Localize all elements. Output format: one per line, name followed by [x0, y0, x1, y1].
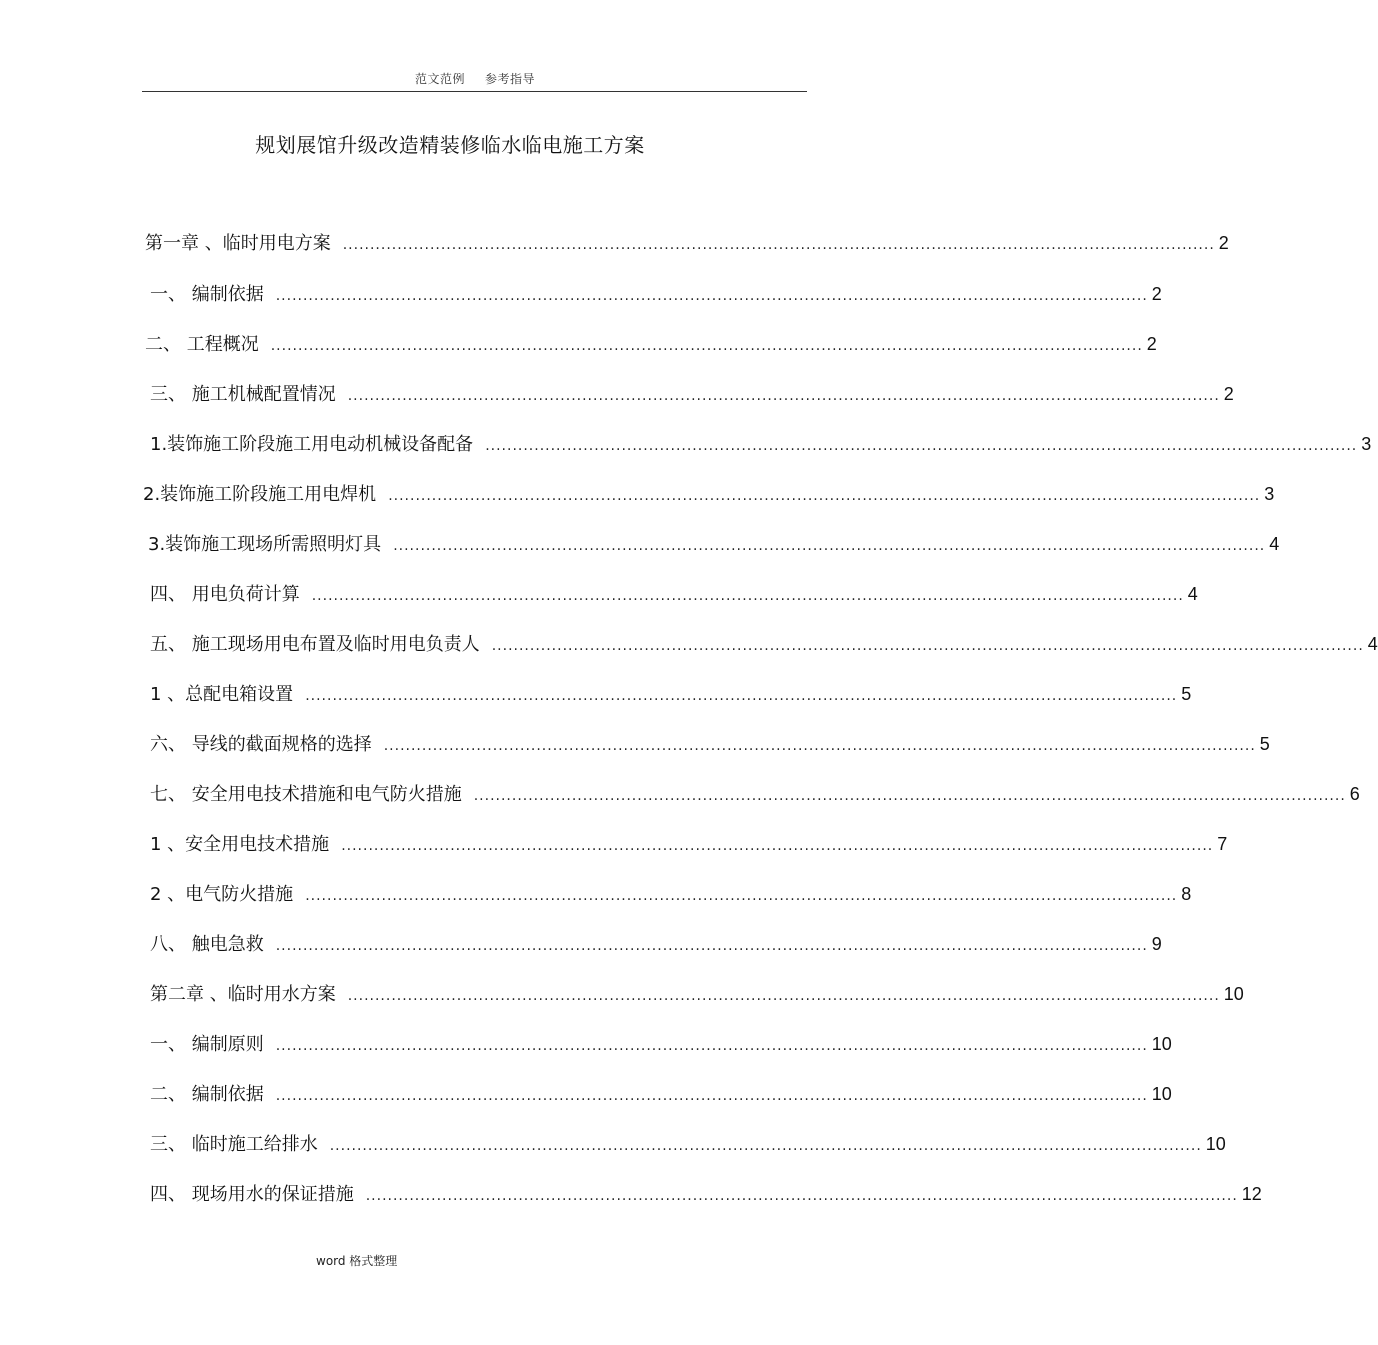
- toc-entry-label: 四、 用电负荷计算: [150, 584, 300, 605]
- toc-entry[interactable]: [150, 281, 1162, 307]
- toc-entry-page: 2: [1218, 233, 1229, 253]
- toc-entry[interactable]: [145, 230, 1229, 256]
- toc-entry[interactable]: [150, 781, 1360, 807]
- toc-entry-label: 四、 现场用水的保证措施: [150, 1184, 354, 1205]
- toc-entry[interactable]: [145, 331, 1157, 357]
- toc-entry[interactable]: [150, 631, 1378, 657]
- toc-entry-label: 三、 施工机械配置情况: [150, 384, 336, 405]
- toc-entry-page: 6: [1349, 784, 1360, 804]
- toc-entry-label: 一、 编制原则: [150, 1034, 264, 1055]
- toc-entry[interactable]: [150, 1181, 1262, 1207]
- toc-entry-page: 5: [1181, 684, 1192, 704]
- toc-entry[interactable]: [150, 581, 1198, 607]
- toc-entry[interactable]: [150, 1131, 1226, 1157]
- page-footer: word 格式整理: [316, 1254, 398, 1268]
- toc-entry-page: 7: [1217, 834, 1228, 854]
- toc-entry-label: 第二章 、临时用水方案: [150, 984, 336, 1005]
- toc-entry[interactable]: [150, 981, 1244, 1007]
- toc-entry-page: 4: [1187, 584, 1198, 604]
- toc-entry[interactable]: [150, 681, 1192, 707]
- toc-leader-dots: ................................................................................................................................................................: [341, 838, 1214, 854]
- toc-entry-label: 2 、电气防火措施: [150, 884, 294, 905]
- toc-leader-dots: ................................................................................................................................................................: [347, 388, 1220, 404]
- toc-leader-dots: ................................................................................................................................................................: [365, 1188, 1238, 1204]
- toc-entry-page: 5: [1259, 734, 1270, 754]
- toc-entry-page: 10: [1205, 1134, 1226, 1154]
- toc-leader-dots: ................................................................................................................................................................: [275, 288, 1148, 304]
- toc-entry-page: 10: [1151, 1034, 1172, 1054]
- toc-entry-page: 12: [1241, 1184, 1262, 1204]
- toc-leader-dots: ................................................................................................................................................................: [270, 338, 1143, 354]
- toc-leader-dots: ................................................................................................................................................................: [393, 538, 1266, 554]
- toc-entry-label: 六、 导线的截面规格的选择: [150, 734, 372, 755]
- toc-entry-label: 3.装饰施工现场所需照明灯具: [148, 534, 382, 555]
- toc-entry[interactable]: [150, 831, 1228, 857]
- toc-entry[interactable]: [150, 381, 1234, 407]
- toc-entry[interactable]: [150, 931, 1162, 957]
- toc-entry-label: 三、 临时施工给排水: [150, 1134, 318, 1155]
- toc-entry[interactable]: [148, 531, 1280, 557]
- toc-entry-label: 二、 编制依据: [150, 1084, 264, 1105]
- toc-entry[interactable]: [150, 881, 1192, 907]
- toc-entry-label: 五、 施工现场用电布置及临时用电负责人: [150, 634, 480, 655]
- toc-entry-label: 1.装饰施工阶段施工用电动机械设备配备: [150, 434, 474, 455]
- toc-entry[interactable]: [150, 731, 1270, 757]
- toc-leader-dots: ................................................................................................................................................................: [473, 788, 1346, 804]
- toc-entry-label: 八、 触电急救: [150, 934, 264, 955]
- toc-entry-label: 1 、总配电箱设置: [150, 684, 294, 705]
- toc-entry-page: 2: [1146, 334, 1157, 354]
- toc-entry-page: 3: [1361, 434, 1372, 454]
- toc-entry-page: 9: [1151, 934, 1162, 954]
- toc-entry-page: 10: [1223, 984, 1244, 1004]
- toc-leader-dots: ................................................................................................................................................................: [383, 738, 1256, 754]
- toc-leader-dots: ................................................................................................................................................................: [311, 588, 1184, 604]
- toc-leader-dots: ................................................................................................................................................................: [347, 988, 1220, 1004]
- toc-leader-dots: ................................................................................................................................................................: [388, 488, 1261, 504]
- toc-leader-dots: ................................................................................................................................................................: [329, 1138, 1202, 1154]
- toc-entry-page: 4: [1269, 534, 1280, 554]
- document-title: 规划展馆升级改造精装修临水临电施工方案: [255, 133, 645, 157]
- toc-entry-label: 2.装饰施工阶段施工用电焊机: [143, 484, 377, 505]
- toc-entry-page: 10: [1151, 1084, 1172, 1104]
- toc-entry-label: 二、 工程概况: [145, 334, 259, 355]
- toc-entry-page: 8: [1181, 884, 1192, 904]
- toc-entry-label: 一、 编制依据: [150, 284, 264, 305]
- toc-entry-label: 1 、安全用电技术措施: [150, 834, 330, 855]
- toc-entry[interactable]: [150, 431, 1372, 457]
- toc-entry-page: 3: [1264, 484, 1275, 504]
- toc-leader-dots: ................................................................................................................................................................: [275, 938, 1148, 954]
- toc-leader-dots: ................................................................................................................................................................: [485, 438, 1358, 454]
- toc-entry-page: 2: [1151, 284, 1162, 304]
- toc-leader-dots: ................................................................................................................................................................: [491, 638, 1364, 654]
- toc-leader-dots: ................................................................................................................................................................: [275, 1088, 1148, 1104]
- toc-entry-page: 4: [1367, 634, 1378, 654]
- toc-entry[interactable]: [150, 1081, 1172, 1107]
- header-right-text: 参考指导: [485, 72, 536, 86]
- toc-leader-dots: ................................................................................................................................................................: [275, 1038, 1148, 1054]
- toc-entry-label: 七、 安全用电技术措施和电气防火措施: [150, 784, 462, 805]
- toc-leader-dots: ................................................................................................................................................................: [305, 888, 1178, 904]
- toc-entry[interactable]: [150, 1031, 1172, 1057]
- toc-entry-page: 2: [1223, 384, 1234, 404]
- toc-entry[interactable]: [143, 481, 1275, 507]
- header-left-text: 范文范例: [414, 72, 465, 86]
- toc-entry-label: 第一章 、临时用电方案: [145, 233, 331, 254]
- toc-leader-dots: ................................................................................................................................................................: [342, 237, 1215, 253]
- toc-leader-dots: ................................................................................................................................................................: [305, 688, 1178, 704]
